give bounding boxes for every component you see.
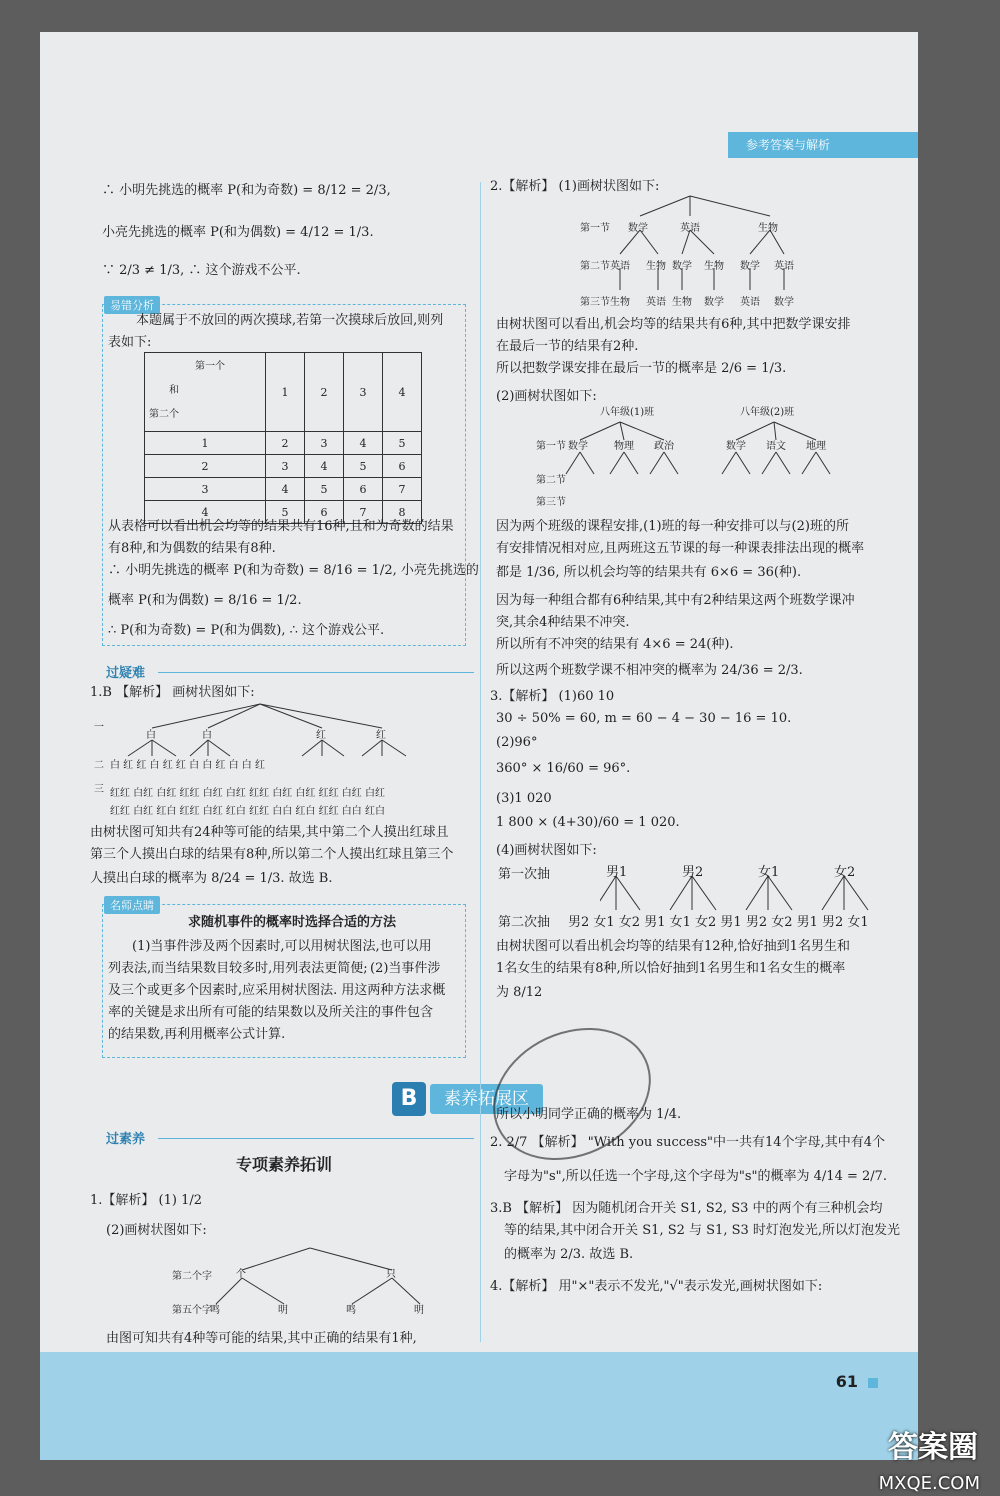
ea-line-7: ∴ P(和为奇数) = P(和为偶数), ∴ 这个游戏公平. bbox=[108, 623, 385, 638]
r-line-18: 1 800 × (4+30)/60 = 1 020. bbox=[496, 815, 680, 830]
left-line-1: ∴ 小明先挑选的概率 P(和为奇数) = 8/12 = 2/3, bbox=[102, 183, 391, 198]
r-line-14: 30 ÷ 50% = 60, m = 60 − 4 − 30 − 16 = 10. bbox=[496, 711, 792, 726]
tip-line-2: 列表法,而当结果数目较多时,用列表法更简便; bbox=[108, 961, 368, 976]
tree1-node: 数学 bbox=[628, 223, 648, 234]
ea-line-2: 表如下: bbox=[108, 335, 152, 350]
tree1-row-label: 第一节 bbox=[580, 223, 610, 234]
r-line-28: 的概率为 2/3. 故选 B. bbox=[504, 1247, 634, 1262]
ea-line-3: 从表格可以看出机会均等的结果共有16种,且和为奇数的结果 bbox=[108, 519, 454, 534]
svg-text:红红 白红 红白 红红 白红 红白 红红 白白 红白 红红: 红红 白红 红白 红红 白红 红白 红红 白白 红白 红红 白白 红白 bbox=[110, 806, 385, 817]
word-tree-node: 鸣 bbox=[346, 1305, 356, 1316]
tree2-class-a: 八年级(1)班 bbox=[600, 407, 655, 418]
tree1-node: 英语 bbox=[646, 297, 666, 308]
table-cell: 6 bbox=[305, 501, 344, 524]
r-line-4: 所以把数学课安排在最后一节的概率是 2/6 = 1/3. bbox=[496, 361, 787, 376]
table-cell: 4 bbox=[305, 455, 344, 478]
word-tree-node: 个 bbox=[236, 1269, 246, 1280]
table-cell: 6 bbox=[344, 478, 383, 501]
banner-text: 素养拓展区 bbox=[430, 1084, 543, 1114]
col-header: 4 bbox=[383, 353, 422, 432]
tree1-node: 数学 bbox=[704, 297, 724, 308]
section-line bbox=[158, 1138, 474, 1139]
ea-line-1: 本题属于不放回的两次摸球,若第一次摸球后放回,则列 bbox=[136, 313, 444, 328]
q1-line-c: 人摸出白球的概率为 8/24 = 1/3. 故选 B. bbox=[90, 871, 333, 886]
table-cell: 8 bbox=[383, 501, 422, 524]
watermark-url: MXQE.COM bbox=[878, 1473, 980, 1494]
tip-line-3: (2)当事件涉 bbox=[370, 961, 441, 976]
tree2-node: 物理 bbox=[614, 441, 634, 452]
page bbox=[40, 32, 918, 1460]
svg-text:三: 三 bbox=[94, 784, 104, 795]
r-line-1: 2.【解析】 (1)画树状图如下: bbox=[490, 179, 660, 194]
left-line-2: 小亮先挑选的概率 P(和为偶数) = 4/12 = 1/3. bbox=[102, 225, 374, 240]
r-line-10: 突,其余4种结果不冲突. bbox=[496, 615, 630, 630]
ea-line-5: ∴ 小明先挑选的概率 P(和为奇数) = 8/16 = 1/2, 小亮先挑选的 bbox=[108, 563, 479, 578]
col-header: 3 bbox=[344, 353, 383, 432]
svg-text:二: 二 bbox=[94, 760, 104, 771]
r-line-19: (4)画树状图如下: bbox=[496, 843, 597, 858]
r-line-25: 字母为"s",所以任选一个字母,这个字母为"s"的概率为 4/14 = 2/7. bbox=[504, 1169, 888, 1184]
page-number: 61 bbox=[835, 1372, 858, 1391]
svg-text:红红 白红 白红 红红 白红 白红 红红 白红 白红 红红: 红红 白红 白红 红红 白红 白红 红红 白红 白红 红红 白红 白红 bbox=[110, 788, 385, 799]
table-cell: 5 bbox=[266, 501, 305, 524]
tip-line-3b: 及三个或更多个因素时,应采用树状图法. 用这两种方法求概 bbox=[108, 983, 446, 998]
draw-tree-node: 女2 bbox=[834, 865, 856, 880]
draw-tree-node: 男2 bbox=[682, 865, 704, 880]
r-line-26: 3.B 【解析】 因为随机闭合开关 S1, S2, S3 中的两个有三种机会均 bbox=[490, 1201, 883, 1216]
svg-text:红: 红 bbox=[376, 730, 386, 741]
r-line-29: 4.【解析】 用"×"表示不发光,"√"表示发光,画树状图如下: bbox=[490, 1279, 823, 1294]
banner-letter: B bbox=[392, 1082, 426, 1116]
draw-tree-bottom: 男2 女1 女2 男1 女1 女2 男1 男2 女2 男1 男2 女1 bbox=[568, 915, 869, 930]
tree2-node: 地理 bbox=[806, 441, 826, 452]
sum-table bbox=[144, 352, 422, 524]
table-cell: 5 bbox=[305, 478, 344, 501]
word-tree-node: 鸣 bbox=[210, 1305, 220, 1316]
tree1-node: 数学 bbox=[740, 261, 760, 272]
tree1-row-label: 第三节 bbox=[580, 297, 610, 308]
tree1-node: 生物 bbox=[704, 261, 724, 272]
handwritten-stamp bbox=[471, 1003, 672, 1185]
table-cell: 3 bbox=[305, 432, 344, 455]
section-line bbox=[158, 672, 474, 673]
tree1-node: 英语 bbox=[610, 261, 630, 272]
q1-heading: 1.B 【解析】 画树状图如下: bbox=[90, 685, 255, 700]
tag-error-analysis: 易错分析 bbox=[104, 296, 160, 314]
table-cell: 2 bbox=[145, 455, 266, 478]
page-marker bbox=[868, 1378, 878, 1388]
q1-line-b: 第三个人摸出白球的结果有8种,所以第二个人摸出红球且第三个 bbox=[90, 847, 454, 862]
r-line-7: 有安排情况相对应,且两班这五节课的每一种课表排法出现的概率 bbox=[496, 541, 865, 556]
tree2-node: 语文 bbox=[766, 441, 786, 452]
tree1-node: 生物 bbox=[672, 297, 692, 308]
schedule-tree-2 bbox=[530, 418, 850, 510]
col-header: 1 bbox=[266, 353, 305, 432]
table-cell: 5 bbox=[344, 455, 383, 478]
tree1-row-label: 第二节 bbox=[580, 261, 610, 272]
page-footer bbox=[40, 1352, 918, 1460]
q1-line-a: 由树状图可知共有24种等可能的结果,其中第二个人摸出红球且 bbox=[90, 825, 449, 840]
word-tree-label-1: 第二个字 bbox=[172, 1271, 212, 1282]
r-line-27: 等的结果,其中闭合开关 S1, S2 与 S1, S3 时灯泡发光,所以灯泡发光 bbox=[504, 1223, 901, 1238]
r-line-3: 在最后一节的结果有2种. bbox=[496, 339, 639, 354]
r-line-8: 都是 1/36, 所以机会均等的结果共有 6×6 = 36(种). bbox=[496, 565, 802, 580]
draw-tree-node: 女1 bbox=[758, 865, 780, 880]
word-tree-node: 明 bbox=[278, 1305, 288, 1316]
ball-tree-diagram bbox=[90, 700, 480, 818]
svg-text:一: 一 bbox=[94, 722, 104, 733]
table-cell: 3 bbox=[266, 455, 305, 478]
s-line-2: (2)画树状图如下: bbox=[106, 1223, 207, 1238]
tree1-node: 生物 bbox=[610, 297, 630, 308]
tip-title: 求随机事件的概率时选择合适的方法 bbox=[188, 915, 397, 930]
tree2-class-b: 八年级(2)班 bbox=[740, 407, 795, 418]
r-line-15: (2)96° bbox=[496, 735, 538, 750]
tree1-node: 英语 bbox=[740, 297, 760, 308]
r-line-20: 由树状图可以看出机会均等的结果有12种,恰好抽到1名男生和 bbox=[496, 939, 850, 954]
tree1-node: 数学 bbox=[672, 261, 692, 272]
word-tree-node: 只 bbox=[386, 1269, 396, 1280]
table-cell: 4 bbox=[266, 478, 305, 501]
word-tree-node: 明 bbox=[414, 1305, 424, 1316]
table-cell: 6 bbox=[383, 455, 422, 478]
tip-line-5: 的结果数,再利用概率公式计算. bbox=[108, 1027, 286, 1042]
table-cell: 4 bbox=[145, 501, 266, 524]
column-divider bbox=[480, 182, 481, 1342]
svg-text:白: 白 bbox=[146, 730, 156, 741]
r-line-21: 1名女生的结果有8种,所以恰好抽到1名男生和1名女生的概率 bbox=[496, 961, 846, 976]
left-line-3: ∵ 2/3 ≠ 1/3, ∴ 这个游戏不公平. bbox=[102, 263, 301, 278]
tree1-node: 英语 bbox=[774, 261, 794, 272]
special-title: 专项素养拓训 bbox=[236, 1155, 333, 1174]
tree2-node: 数学 bbox=[726, 441, 746, 452]
table-cell: 5 bbox=[383, 432, 422, 455]
ea-line-4: 有8种,和为偶数的结果有8种. bbox=[108, 541, 276, 556]
r-line-5: (2)画树状图如下: bbox=[496, 389, 597, 404]
table-cell: 7 bbox=[383, 478, 422, 501]
r-line-24: 2. 2/7 【解析】 "With you success"中一共有14个字母,其中有4个 bbox=[490, 1135, 885, 1150]
tree1-node: 数学 bbox=[774, 297, 794, 308]
tree2-node: 政治 bbox=[654, 441, 674, 452]
tree2-row-label: 第三节 bbox=[536, 497, 566, 508]
s-line-1: 1.【解析】 (1) 1/2 bbox=[90, 1193, 203, 1208]
section-literacy: 过素养 bbox=[106, 1132, 146, 1147]
table-cell: 7 bbox=[344, 501, 383, 524]
header-label: 参考答案与解析 bbox=[728, 132, 918, 158]
r-line-23: 所以小明同学正确的概率为 1/4. bbox=[496, 1107, 682, 1122]
table-cell: 1 bbox=[145, 432, 266, 455]
tree2-node: 数学 bbox=[568, 441, 588, 452]
tip-line-1: (1)当事件涉及两个因素时,可以用树状图法,也可以用 bbox=[132, 939, 432, 954]
svg-text:白 红 红 白 红 红 白 白 红 白 白 红: 白 红 红 白 红 红 白 白 红 白 白 红 bbox=[110, 760, 265, 771]
svg-text:白: 白 bbox=[202, 730, 212, 741]
draw-tree-label-2: 第二次抽 bbox=[498, 915, 551, 930]
corner-cell: 第一个 和 第二个 bbox=[145, 353, 266, 432]
r-line-17: (3)1 020 bbox=[496, 791, 552, 806]
draw-tree-node: 男1 bbox=[606, 865, 628, 880]
r-line-11: 所以所有不冲突的结果有 4×6 = 24(种). bbox=[496, 637, 734, 652]
s-line-3: 由图可知共有4种等可能的结果,其中正确的结果有1种, bbox=[106, 1331, 417, 1346]
table-cell: 3 bbox=[145, 478, 266, 501]
tree1-node: 英语 bbox=[680, 223, 700, 234]
r-line-22: 为 8/12 bbox=[496, 985, 543, 1000]
r-line-6: 因为两个班级的课程安排,(1)班的每一种安排可以与(2)班的所 bbox=[496, 519, 849, 534]
tip-line-4: 率的关键是求出所有可能的结果数以及所关注的事件包含 bbox=[108, 1005, 434, 1020]
table-cell: 2 bbox=[266, 432, 305, 455]
tree2-row-label: 第一节 bbox=[536, 441, 566, 452]
tree1-node: 生物 bbox=[646, 261, 666, 272]
r-line-13: 3.【解析】 (1)60 10 bbox=[490, 689, 615, 704]
word-tree-label-2: 第五个字 bbox=[172, 1305, 212, 1316]
section-difficult: 过疑难 bbox=[106, 666, 146, 681]
tree1-node: 生物 bbox=[758, 223, 778, 234]
ea-line-6: 概率 P(和为偶数) = 8/16 = 1/2. bbox=[108, 593, 302, 608]
r-line-12: 所以这两个班数学课不相冲突的概率为 24/36 = 2/3. bbox=[496, 663, 803, 678]
col-header: 2 bbox=[305, 353, 344, 432]
r-line-2: 由树状图可以看出,机会均等的结果共有6种,其中把数学课安排 bbox=[496, 317, 851, 332]
r-line-16: 360° × 16/60 = 96°. bbox=[496, 761, 631, 776]
tree2-row-label: 第二节 bbox=[536, 475, 566, 486]
table-cell: 4 bbox=[344, 432, 383, 455]
svg-text:红: 红 bbox=[316, 730, 326, 741]
draw-tree-label-1: 第一次抽 bbox=[498, 867, 551, 882]
watermark-cn: 答案圈 bbox=[888, 1430, 978, 1465]
tag-teacher-tip: 名师点睛 bbox=[104, 896, 160, 914]
r-line-9: 因为每一种组合都有6种结果,其中有2种结果这两个班数学课冲 bbox=[496, 593, 855, 608]
